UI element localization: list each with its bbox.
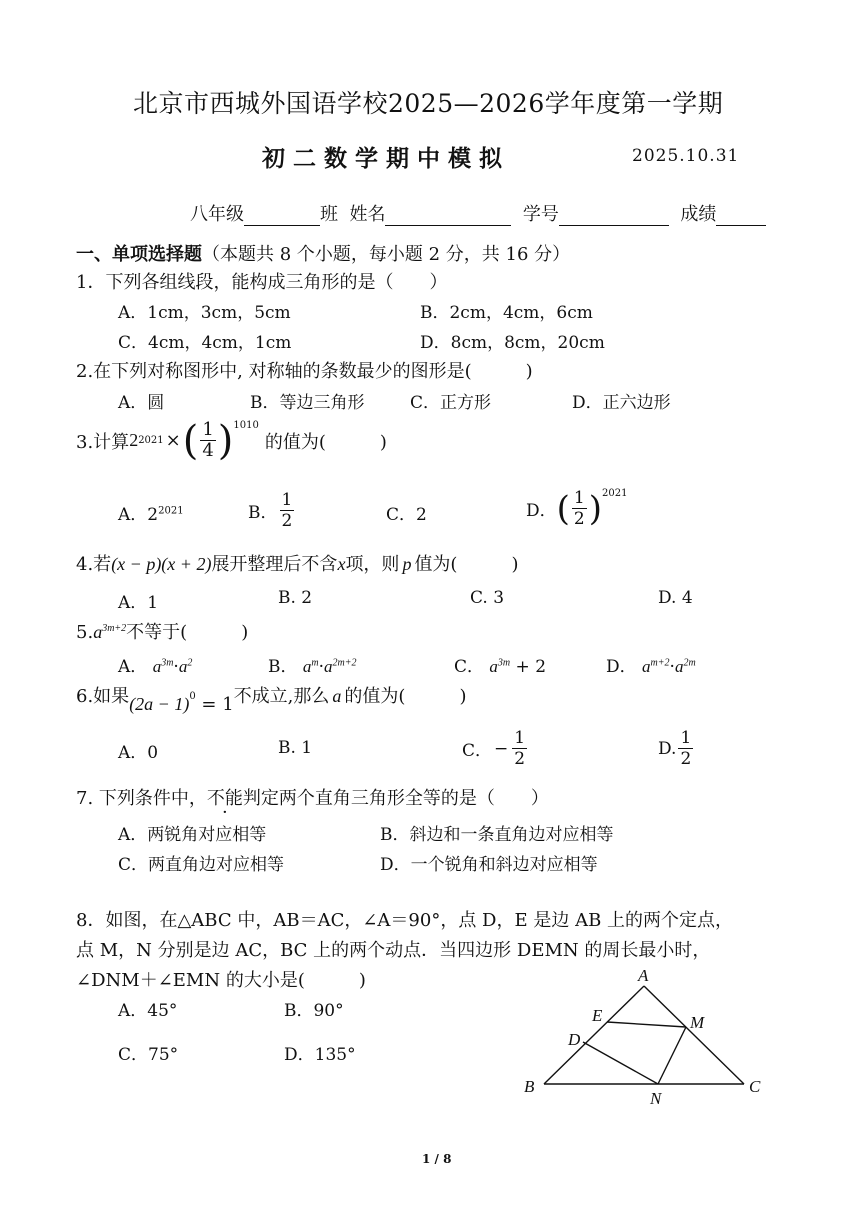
q8-option-b[interactable]: B．90° — [284, 1001, 344, 1021]
q3-frac-num: 1 — [202, 419, 214, 440]
q6-option-a[interactable]: A．0 — [118, 743, 159, 763]
q5-c-x: 3m — [497, 657, 511, 669]
q5-d-e1: a — [642, 657, 651, 676]
q5-a-e2: a — [178, 657, 188, 676]
q5-exp: 3m+2 — [102, 623, 127, 634]
q6-expr: (2a − 1) — [129, 694, 190, 714]
q5-a-dot: · — [173, 657, 179, 677]
q7-option-d[interactable]: D．一个锐角和斜边对应相等 — [380, 855, 598, 875]
q3-a-label: A． — [118, 505, 148, 525]
q5-stem — [76, 618, 248, 644]
q7-pre: 7. 下列条件中， — [76, 788, 207, 809]
section-1-header — [76, 240, 570, 266]
q3-base: 2 — [129, 430, 139, 450]
q4-stem — [76, 550, 518, 576]
q5-b-e2: a — [324, 657, 333, 676]
q5-c-plus: + 2 — [510, 657, 547, 677]
q6-eq: = 1 — [195, 694, 234, 715]
q3-frac-den: 4 — [202, 440, 214, 461]
q6-d-frac — [678, 728, 693, 769]
grade-blank[interactable] — [244, 207, 320, 226]
q6-option-b[interactable]: B. 1 — [278, 738, 313, 758]
q3-option-a[interactable] — [118, 500, 184, 525]
q5-c-label: C． — [454, 657, 485, 677]
q6-suffix: 的值为( ) — [344, 686, 467, 707]
score-label: 成绩 — [680, 204, 717, 225]
q5-prefix: 5. — [76, 622, 94, 643]
q4-option-b[interactable]: B. 2 — [278, 588, 313, 608]
q6-var: a — [332, 686, 342, 706]
exam-date: 2025.10.31 — [632, 146, 740, 166]
q5-d-e2: a — [674, 657, 684, 676]
q7-option-b[interactable]: B．斜边和一条直角边对应相等 — [380, 825, 614, 845]
q6-c-sign: − — [494, 738, 509, 759]
label-d: D — [568, 1030, 581, 1049]
q5-c-e: a — [489, 657, 498, 676]
q4-mid2: 项，则 — [345, 554, 400, 575]
q8-option-a[interactable]: A．45° — [118, 1001, 178, 1021]
q4-var-x: x — [337, 554, 346, 574]
q8-line-2: 点 M，N 分别是边 AC，BC 上的两个动点．当四边形 DEMN 的周长最小时， — [76, 940, 711, 961]
q3-prefix: 3.计算 — [76, 431, 130, 453]
class-label: 班 — [320, 204, 338, 225]
label-e: E — [592, 1006, 603, 1025]
q5-option-d[interactable] — [606, 652, 696, 677]
q5-b-x2: 2m+2 — [332, 657, 357, 669]
q4-option-c[interactable]: C. 3 — [470, 588, 505, 608]
segment-mn — [658, 1027, 686, 1084]
q3-option-c[interactable]: C．2 — [386, 505, 427, 525]
q6-stem — [76, 682, 467, 715]
q3-option-d[interactable]: D． ( $\frac{1}{2}$ ) 2021 — [526, 488, 628, 529]
q6-d-num: 1 — [680, 728, 692, 748]
q1-stem: 1．下列各组线段，能构成三角形的是（ ） — [76, 272, 448, 293]
label-a: A — [638, 966, 649, 985]
q3-left-paren: ( — [182, 417, 199, 464]
name-label: 姓名 — [349, 204, 386, 225]
q6-exp: 0 — [189, 691, 196, 702]
q3-b-num: 1 — [281, 490, 293, 510]
q1-option-b[interactable]: B．2cm，4cm，6cm — [420, 303, 593, 323]
q3-exp: 2021 — [138, 435, 164, 446]
grade-label: 八年级 — [190, 204, 244, 225]
q6-prefix: 6.如果 — [76, 686, 130, 707]
q7-option-c[interactable]: C．两直角边对应相等 — [118, 855, 285, 875]
q6-c-label: C． — [462, 741, 493, 761]
q5-option-a[interactable] — [118, 652, 192, 677]
q5-a-e1: a — [152, 657, 162, 676]
section-1-note: （本题共 8 个小题，每小题 2 分，共 16 分） — [202, 244, 571, 265]
q3-option-b[interactable] — [248, 490, 296, 531]
q5-suffix: 不等于( ) — [126, 622, 249, 643]
student-no-blank[interactable] — [559, 207, 669, 226]
q3-fraction — [200, 420, 215, 461]
q2-option-b[interactable]: B．等边三角形 — [250, 393, 365, 413]
q1-option-d[interactable]: D．8cm，8cm，20cm — [420, 333, 605, 353]
q3-d-den: 2 — [573, 509, 585, 529]
q5-option-c[interactable] — [454, 652, 546, 677]
q8-line-3: ∠DNM＋∠EMN 的大小是( ) — [76, 970, 366, 991]
q4-suffix: 值为( ) — [414, 554, 519, 575]
q4-prefix: 4.若 — [76, 554, 112, 575]
q7-post: 判定两个直角三角形全等的是（ ） — [242, 788, 549, 809]
q8-option-d[interactable]: D．135° — [284, 1045, 356, 1065]
q3-stem — [76, 417, 387, 464]
student-no-label: 学号 — [522, 204, 559, 225]
q6-c-num: 1 — [514, 728, 526, 748]
q6-c-den: 2 — [514, 749, 526, 769]
label-b: B — [524, 1077, 535, 1096]
q5-b-x1: m — [311, 657, 319, 669]
side-ac — [644, 986, 744, 1084]
q7-stem — [76, 784, 549, 810]
q4-expr: (x − p)(x + 2) — [111, 554, 212, 574]
score-blank[interactable] — [716, 207, 766, 226]
q6-d-den: 2 — [680, 749, 692, 769]
q5-base: a — [93, 622, 103, 642]
label-m: M — [690, 1013, 705, 1032]
q3-b-label: B． — [248, 503, 278, 523]
q4-mid: 展开整理后不含 — [211, 554, 338, 575]
q5-d-label: D． — [606, 657, 637, 677]
q3-d-label: D． — [526, 501, 557, 521]
q8-triangle-figure — [518, 964, 774, 1106]
segment-dn — [583, 1042, 658, 1084]
q4-var-p: p — [402, 554, 412, 574]
q6-option-d[interactable] — [658, 728, 695, 769]
q3-b-frac — [280, 490, 295, 531]
q5-b-label: B． — [268, 657, 298, 677]
q4-option-d[interactable]: D. 4 — [658, 588, 693, 608]
q6-option-c[interactable] — [462, 728, 529, 769]
side-ab — [544, 986, 644, 1084]
q3-a-exp: 2021 — [158, 505, 184, 517]
q5-d-x1: m+2 — [650, 657, 670, 669]
label-c: C — [749, 1077, 761, 1096]
q5-b-e1: a — [302, 657, 312, 676]
q3-times: × — [165, 430, 181, 451]
q6-mid: 不成立,那么 — [233, 686, 330, 707]
q3-d-frac — [572, 488, 587, 529]
q2-option-c[interactable]: C．正方形 — [410, 393, 492, 413]
name-blank[interactable] — [385, 207, 511, 226]
q3-suffix: 的值为( ) — [264, 431, 387, 453]
q7-emphasis: 不能 — [206, 788, 243, 809]
q5-b-dot: · — [318, 657, 325, 677]
q4-option-a[interactable]: A．1 — [118, 593, 159, 613]
q1-option-a[interactable]: A．1cm，3cm，5cm — [118, 303, 291, 323]
exam-title: 北京市西城外国语学校2025—2026学年度第一学期 — [133, 89, 724, 118]
q3-a-base: 2 — [147, 505, 159, 525]
q5-a-x1: 3m — [161, 657, 174, 669]
q3-right-paren: ) — [217, 417, 234, 464]
q2-option-d[interactable]: D．正六边形 — [572, 393, 671, 413]
q3-b-den: 2 — [281, 511, 293, 531]
q2-stem: 2.在下列对称图形中, 对称轴的条数最少的图形是( ) — [76, 361, 533, 382]
q5-option-b[interactable] — [268, 652, 357, 677]
q7-option-a[interactable]: A．两锐角对应相等 — [118, 825, 267, 845]
q6-c-frac — [512, 728, 527, 769]
segment-em — [607, 1022, 686, 1027]
q1-option-c[interactable]: C．4cm，4cm，1cm — [118, 333, 292, 353]
q3-outer-exp: 1010 — [233, 420, 259, 431]
exam-subtitle: 初二数学期中模拟 — [262, 145, 510, 172]
q5-a-label: A． — [118, 657, 148, 677]
q3-d-exp: 2021 — [602, 488, 628, 499]
q6-d-label: D. — [658, 738, 677, 759]
q8-line-1: 8．如图，在△ABC 中，AB＝AC，∠A＝90°，点 D，E 是边 AB 上的两个定点， — [76, 910, 734, 931]
label-n: N — [650, 1089, 662, 1106]
q5-a-x2: 2 — [187, 657, 193, 669]
section-1-title: 一、单项选择题 — [76, 244, 202, 265]
student-info-line — [190, 200, 766, 226]
q5-d-dot: · — [669, 657, 675, 677]
q3-d-num: 1 — [573, 488, 585, 508]
page-number: 1 / 8 — [422, 1152, 452, 1166]
q8-option-c[interactable]: C．75° — [118, 1045, 179, 1065]
q5-d-x2: 2m — [683, 657, 696, 669]
q2-option-a[interactable]: A．圆 — [118, 393, 165, 413]
